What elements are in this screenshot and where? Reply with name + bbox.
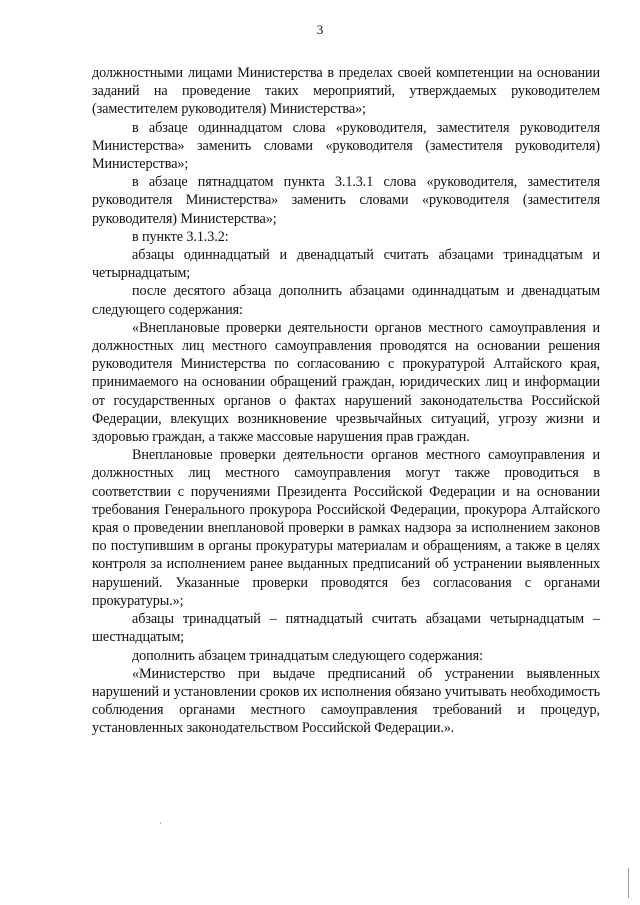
paragraph-3: в абзаце пятнадцатом пункта 3.1.3.1 слова «руководителя, заместителя руководителя Министерства» заменить словами «руководителя (заместителя руководителя) Министерства»; (92, 174, 600, 227)
scan-speck (160, 822, 161, 824)
paragraph-8-quoted-insertion: Внеплановые проверки деятельности органов местного самоуправления и должностных лиц местного самоуправления могут также проводиться в соответствии с поручениями Президента Российской Федерации и на основании требования Генерального прокурора Российской Федерации, прокурора Алтайского края о проведении внеплановой проверки в рамках надзора за исполнением законов по поступившим в органы прокуратуры материалам и обращениям, а также в целях контроля за исполнением ранее выданных предписаний об устранении выявленных нарушений. Указанные проверки проводятся без согласования с органами прокуратуры.»; (92, 447, 600, 609)
paragraph-7-quoted-insertion: «Внеплановые проверки деятельности органов местного самоуправления и должностных лиц местного самоуправления проводятся на основании решения руководителя Министерства по согласованию с прокуратурой Алтайского края, принимаемого на основании обращений граждан, юридических лиц и информации от государственных органов о фактах нарушений законодательства Российской Федерации, влекущих возникновение чрезвычайных ситуаций, угрозу жизни и здоровью граждан, а также массовые нарушения прав граждан. (92, 319, 600, 446)
paragraph-4: в пункте 3.1.3.2: (132, 228, 229, 245)
paragraph-11-quoted-insertion: «Министерство при выдаче предписаний об устранении выявленных нарушений и установлении сроков их исполнения обязано учитывать необходимость соблюдения органами местного самоуправления требований и процедур, установленных законодательством Российской Федерации.». (92, 665, 600, 737)
paragraph-6: после десятого абзаца дополнить абзацами одиннадцатым и двенадцатым следующего содержания: (92, 283, 600, 318)
page-number: 3 (316, 22, 324, 37)
paragraph-2: в абзаце одиннадцатом слова «руководителя, заместителя руководителя Министерства» заменить словами «руководителя (заместителя руководителя) Министерства»; (92, 119, 600, 173)
paragraph-5: абзацы одиннадцатый и двенадцатый считать абзацами тринадцатым и четырнадцатым; (92, 247, 600, 282)
document-body (92, 64, 600, 738)
paragraph-9: абзацы тринадцатый – пятнадцатый считать абзацами четырнадцатым – шестнадцатым; (92, 611, 600, 646)
paragraph-1: должностными лицами Министерства в пределах своей компетенции на основании заданий на проведение таких мероприятий, утверждаемых руководителем (заместителем руководителя) Министерства»; (92, 65, 600, 118)
scan-edge-mark (628, 868, 629, 898)
paragraph-10: дополнить абзацем тринадцатым следующего содержания: (132, 647, 483, 664)
